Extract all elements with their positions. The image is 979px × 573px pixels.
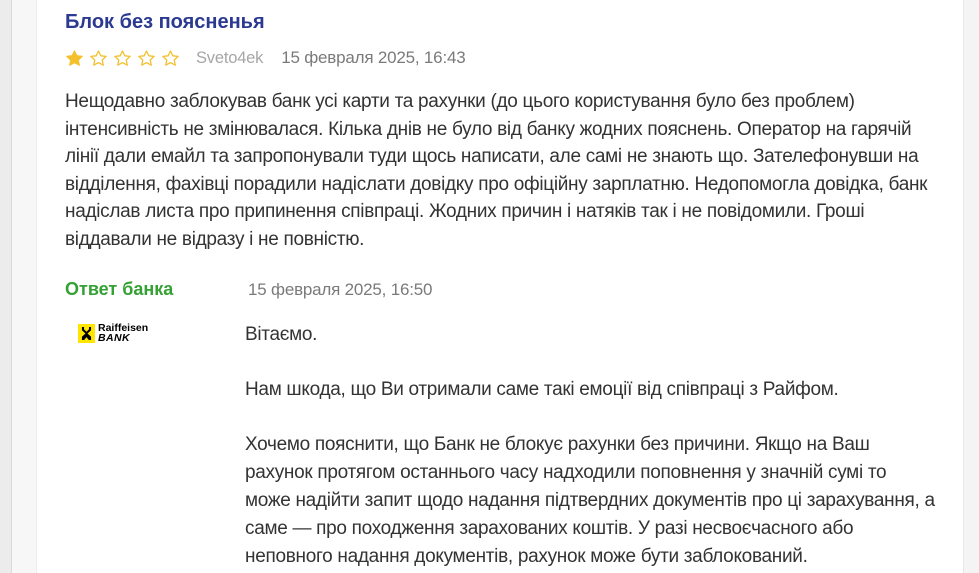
review-date: 15 февраля 2025, 16:43 — [281, 48, 466, 67]
review-title[interactable]: Блок без поясненья — [65, 11, 265, 33]
bank-reply-header — [65, 279, 945, 300]
star-icon — [161, 49, 180, 68]
bank-logo-text — [98, 323, 148, 343]
bank-reply-label: Ответ банка — [65, 279, 174, 299]
reply-paragraph: Нам шкода, що Ви отримали саме такі емоції від співпраці з Райфом. — [245, 379, 839, 400]
raiffeisen-gable-cross-icon — [78, 324, 95, 343]
review-author[interactable]: Sveto4ek — [196, 48, 264, 67]
bank-logo-line2: BANK — [98, 332, 130, 344]
reply-paragraph: Вітаємо. — [245, 324, 318, 345]
bank-logo-column — [65, 321, 245, 571]
star-icon — [113, 49, 132, 68]
raiffeisen-bank-logo[interactable] — [78, 323, 148, 343]
bank-logo-line1: Raiffeisen — [98, 322, 149, 334]
reply-paragraph: Хочемо пояснити, що Банк не блокує рахунки без причини. Якщо на Ваш рахунок протягом останнього часу надходили поповнення у значній сумі то може надійти запит щодо надання підтвердних документів про ці зарахування, а саме — про походження зарахованих коштів. У разі несвоєчасного або неповного надання документів, рахунок може бути заблокований. — [245, 434, 935, 567]
bank-reply-body — [65, 321, 945, 571]
review-body-text: Нещодавно заблокував банк усі карти та рахунки (до цього користування було без проблем) інтенсивність не змінювалася. Кілька днів не було від банку жодних пояснень. Оператор на гарячій лінії дали емайл та запропонували туди щось написати, але самі не знають що. Зателефонувши на відділення, фахівці порадили надіслати довідку про офіційну зарплатню. Недопомогла довідка, банк надіслав листа про припинення співпраці. Жодних причин і натяків так і не повідомили. Гроші віддавали не відразу і не повністю. — [65, 91, 928, 250]
star-icon — [89, 49, 108, 68]
star-icon — [137, 49, 156, 68]
left-page-gutter — [0, 0, 12, 573]
bank-reply-section — [65, 279, 945, 571]
left-card-gutter — [12, 0, 37, 573]
review-card — [65, 0, 945, 571]
bank-reply-date: 15 февраля 2025, 16:50 — [248, 280, 433, 299]
bank-reply-text — [245, 321, 935, 571]
right-page-gutter — [963, 0, 979, 573]
rating-stars — [65, 49, 180, 68]
review-meta — [65, 48, 945, 68]
star-icon — [65, 49, 84, 68]
